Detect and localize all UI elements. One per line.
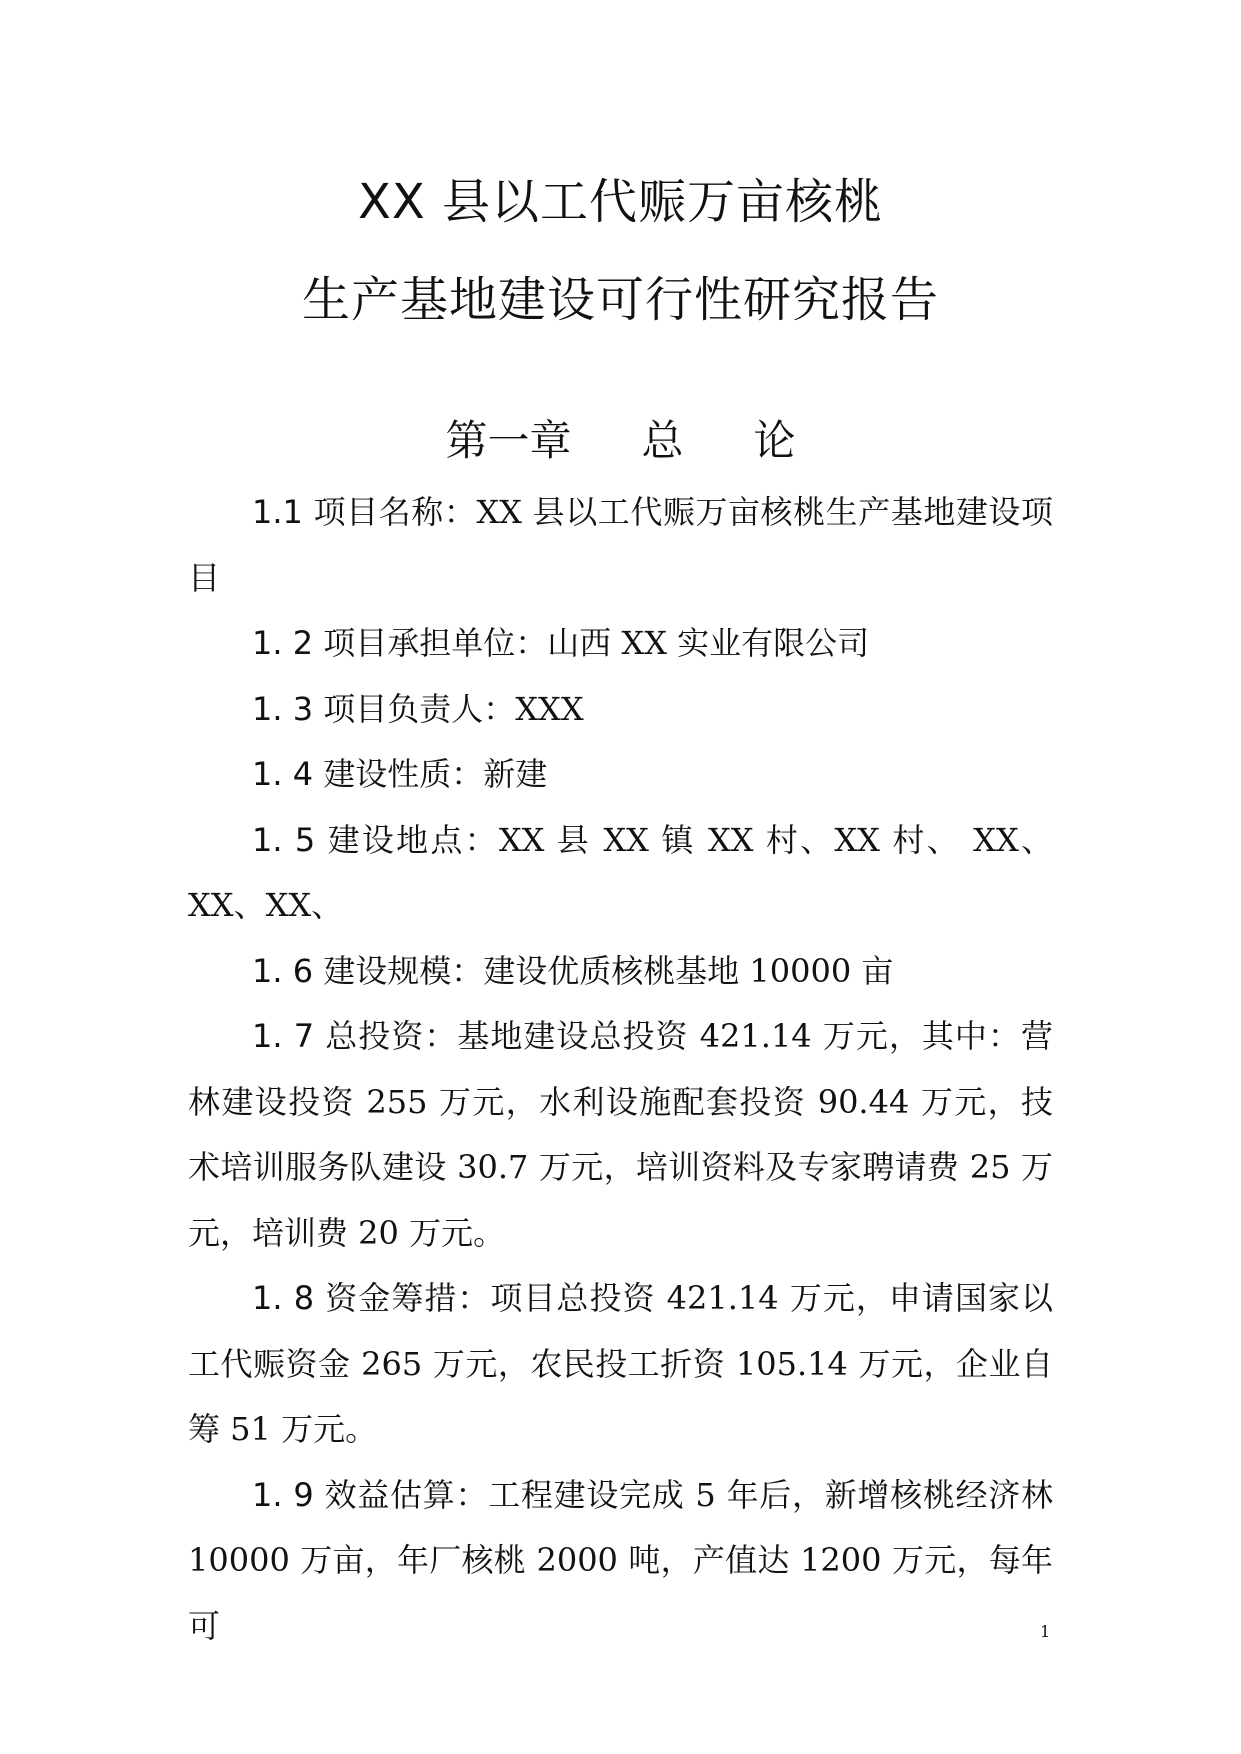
item-1-2-undertaking-unit [188,611,1053,677]
item-text: 新建 [483,755,548,793]
item-text: XX 县以工代赈万亩核桃生产基地建设项目 [188,493,1053,597]
item-label: 1. 5 建设地点： [252,820,499,859]
item-text: 基地建设总投资 421.14 万元，其中：营林建设投资 255 万元，水利设施配套投资 90.44 万元，技术培训服务队建设 30.7 万元，培训资料及专家聘请费 25 万元，培训费 20 万元。 [188,1017,1053,1252]
chapter-number: 第一章 [445,416,572,465]
item-text: 山西 XX 实业有限公司 [547,624,870,662]
item-1-4-construction-nature [188,742,1053,808]
item-1-5-construction-site [188,808,1053,939]
item-1-3-project-leader [188,677,1053,743]
item-1-7-total-investment [188,1004,1053,1266]
item-label: 1. 6 建设规模： [252,951,484,990]
page-number: 1 [1040,1622,1051,1641]
item-label: 1. 7 总投资： [252,1017,458,1055]
item-label: 1. 4 建设性质： [252,755,484,793]
item-label: 1. 3 项目负责人： [252,689,516,728]
chapter-title-char-1: 总 [641,416,684,465]
item-text: XX 县 XX 镇 XX 村、XX 村、 XX、XX、XX、 [188,820,1053,924]
item-text: 项目总投资 421.14 万元，申请国家以工代赈资金 265 万元，农民投工折资 105.14 万元，企业自筹 51 万元。 [188,1279,1053,1448]
item-1-8-fund-raising [188,1266,1053,1463]
document-body [188,480,1053,1659]
item-label: 1. 8 资金筹措： [252,1279,491,1317]
item-1-6-construction-scale [188,939,1053,1005]
item-text: XXX [515,689,584,728]
item-text: 建设优质核桃基地 10000 亩 [483,951,894,990]
item-text: 工程建设完成 5 年后，新增核桃经济林 10000 万亩，年厂核桃 2000 吨，产值达 1200 万元，每年可 [188,1475,1053,1645]
item-label: 1.1 项目名称： [252,493,477,531]
item-1-9-benefit-estimate [188,1463,1053,1660]
item-1-1-project-name [188,480,1053,611]
report-title-line-1: XX 县以工代赈万亩核桃 [357,174,884,230]
chapter-title-char-2: 论 [753,416,796,465]
chapter-heading [0,416,1241,465]
report-title-line-2: 生产基地建设可行性研究报告 [301,272,939,328]
item-label: 1. 2 项目承担单位： [252,624,548,662]
item-label: 1. 9 效益估算： [252,1475,489,1514]
